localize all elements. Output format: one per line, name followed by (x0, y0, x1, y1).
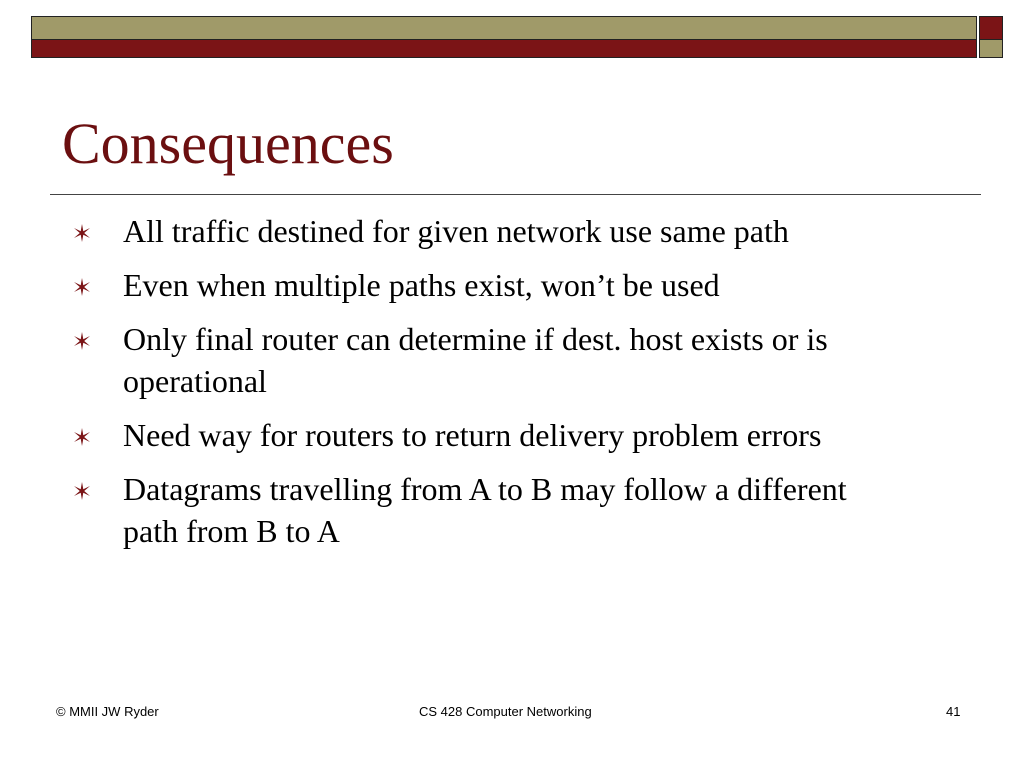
asterisk-star-icon (72, 427, 92, 447)
bullet-item (72, 210, 902, 252)
bullet-text: Datagrams travelling from A to B may follow a different path from B to A (123, 471, 847, 549)
header-corner-square-olive (979, 40, 1003, 58)
footer-course-title: CS 428 Computer Networking (419, 704, 592, 719)
bullet-list (72, 210, 902, 564)
header-corner-square-red (979, 16, 1003, 40)
asterisk-star-icon (72, 481, 92, 501)
bullet-item (72, 318, 902, 402)
footer-page-number: 41 (946, 704, 961, 719)
asterisk-star-icon (72, 331, 92, 351)
bullet-text: Only final router can determine if dest. host exists or is operational (123, 321, 828, 399)
bullet-text: Even when multiple paths exist, won’t be used (123, 267, 720, 303)
asterisk-star-icon (72, 223, 92, 243)
title-divider (50, 194, 981, 195)
bullet-item (72, 468, 902, 552)
header-banner-red (31, 40, 977, 58)
footer-copyright: © MMII JW Ryder (56, 704, 159, 719)
slide-title: Consequences (62, 111, 394, 176)
asterisk-star-icon (72, 277, 92, 297)
bullet-text: All traffic destined for given network use same path (123, 213, 789, 249)
bullet-text: Need way for routers to return delivery problem errors (123, 417, 822, 453)
header-banner-olive (31, 16, 977, 40)
bullet-item (72, 264, 902, 306)
bullet-item (72, 414, 902, 456)
